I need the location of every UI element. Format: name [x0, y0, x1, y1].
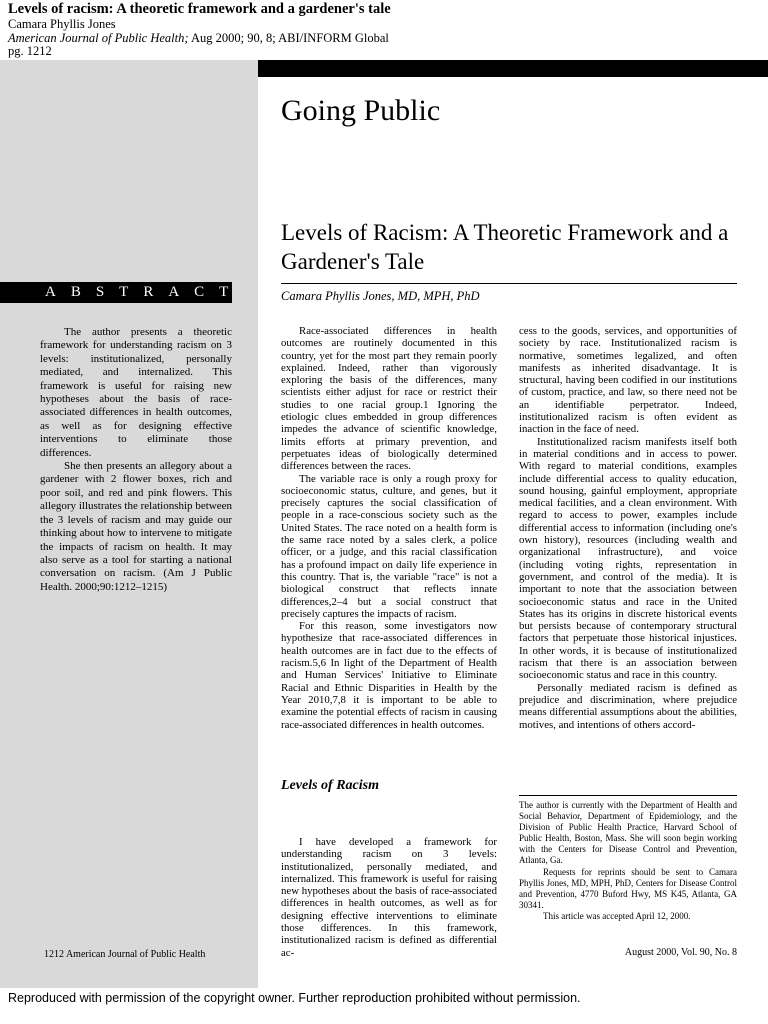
- page-footer-left: 1212 American Journal of Public Health: [44, 949, 206, 960]
- citation-page: pg. 1212: [8, 44, 52, 59]
- citation-header: [8, 0, 391, 59]
- section-title: Going Public: [281, 94, 441, 127]
- footnote-affiliation: The author is currently with the Department of Health and Social Behavior, Department of Epidemiology, and the Division of Public Health Practice, Harvard School of Public Health, Boston, Mass. She will soon begin working with the Centers for Disease Control and Prevention, Atlanta, Ga.: [519, 800, 737, 866]
- abstract-paragraph-2: She then presents an allegory about a gardener with 2 flower boxes, rich and poor soil, and red and pink flowers. This allegory illustrates the relationship between the 3 levels of racism and may guide our thinking about how to intervene to mitigate the impacts of racism on health. It may also serve as a tool for starting a national conversation on racism. (Am J Public Health. 2000;90:1212–1215): [40, 460, 232, 593]
- citation-journal-issue: Aug 2000; 90, 8; ABI/INFORM Global: [188, 30, 389, 45]
- author-footnote: [519, 800, 737, 922]
- body-column-1: [281, 325, 497, 731]
- body-paragraph: cess to the goods, services, and opportunities of society by race. Institutionalized racism is normative, sometimes legalized, and often manifests as inherited disadvantage. It is structural, having been codified in our institutions of custom, practice, and law, so there need not be an identifiable perpetrator. Indeed, institutionalized racism is often evident as inaction in the face of need.: [519, 325, 737, 436]
- footnote-accepted: This article was accepted April 12, 2000.: [543, 910, 691, 921]
- top-black-bar: [258, 60, 768, 77]
- abstract-paragraph-1: The author presents a theoretic framework for understanding racism on 3 levels: institutionalized, personally mediated, and internalized. This framework is useful for raising new hypotheses about the basis of race-associated differences in health outcomes, as well as for designing effective interventions to eliminate those differences.: [40, 326, 232, 459]
- footnote-reprints: Requests for reprints should be sent to Camara Phyllis Jones, MD, MPH, PhD, Centers for Disease Control and Prevention, 4770 Buford Hwy, MS K45, Atlanta, GA 30341.: [519, 866, 737, 910]
- body-paragraph: For this reason, some investigators now hypothesize that race-associated differences in health outcomes are in fact due to the effects of racism.5,6 In light of the Department of Health and Human Services' Initiative to Eliminate Racial and Ethnic Disparities in Health by the Year 2010,7,8 it is important to be able to examine the potential effects of racism in causing race-associated differences in health outcomes.: [281, 620, 497, 731]
- footnote-rule: [519, 795, 737, 796]
- body-paragraph: Institutionalized racism manifests itself both in material conditions and in access to power. With regard to material conditions, examples include differential access to quality education, sound housing, gainful employment, appropriate medical facilities, and a clean environment. With regard to access to power, examples include differential access to information (including one's own history), resources (including wealth and organizational infrastructure), and voice (including voting rights, representation in government, and control of the media). It is important to note that the association between socioeconomic status and race in the United States has its origins in discrete historical events but persists because of contemporary structural factors that perpetuate those historical injustices. In other words, it is because of institutionalized racism that there is an association between socioeconomic status and race in this country.: [519, 435, 737, 682]
- citation-journal: [8, 32, 391, 46]
- page-footer-right: August 2000, Vol. 90, No. 8: [624, 947, 737, 958]
- citation-author: Camara Phyllis Jones: [8, 16, 116, 31]
- body-paragraph: Race-associated differences in health outcomes are routinely documented in this country, yet for the most part they remain poorly explained. Indeed, rather than vigorously exploring the basis of the differences, many scientists either adjust for race or restrict their studies to one racial group.1 Ignoring the etiologic clues embedded in group differences impedes the advance of scientific knowledge, limits efforts at primary prevention, and perpetuates ideas of biologically determined differences between the races.: [281, 325, 497, 473]
- citation-journal-name: American Journal of Public Health;: [8, 30, 189, 45]
- abstract-heading: ABSTRACT: [0, 282, 232, 303]
- abstract-text: [40, 326, 232, 594]
- article-author: Camara Phyllis Jones, MD, MPH, PhD: [281, 289, 480, 303]
- article-title: Levels of Racism: A Theoretic Framework and a Gardener's Tale: [281, 220, 729, 274]
- body-paragraph: I have developed a framework for understanding racism on 3 levels: institutionalized, personally mediated, and internalized. This framework is useful for raising new hypotheses about the basis of race-associated differences in health outcomes, as well as for designing effective interventions to eliminate those differences. In this framework, institutionalized racism is defined as differential ac-: [281, 836, 497, 959]
- section-heading-levels: Levels of Racism: [281, 778, 379, 793]
- citation-title: Levels of racism: A theoretic framework and a gardener's tale: [8, 1, 391, 17]
- body-paragraph: Personally mediated racism is defined as prejudice and discrimination, where prejudice means differential assumptions about the abilities, motives, and intentions of others accord-: [519, 681, 737, 731]
- body-paragraph: The variable race is only a rough proxy for socioeconomic status, culture, and genes, but it precisely captures the social classification of people in a race-conscious society such as the United States. The race noted on a health form is the same race noted by a sales clerk, a police officer, or a judge, and this racial classification has a profound impact on daily life experience in this country. That is, the variable "race" is not a biological construct that reflects innate differences,2–4 but a social construct that precisely captures the impacts of racism.: [281, 472, 497, 620]
- body-column-1-continued: [281, 836, 497, 959]
- reproduction-notice: Reproduced with permission of the copyright owner. Further reproduction prohibited without permission.: [8, 991, 581, 1005]
- title-rule: [281, 283, 737, 284]
- body-column-2: [519, 325, 737, 731]
